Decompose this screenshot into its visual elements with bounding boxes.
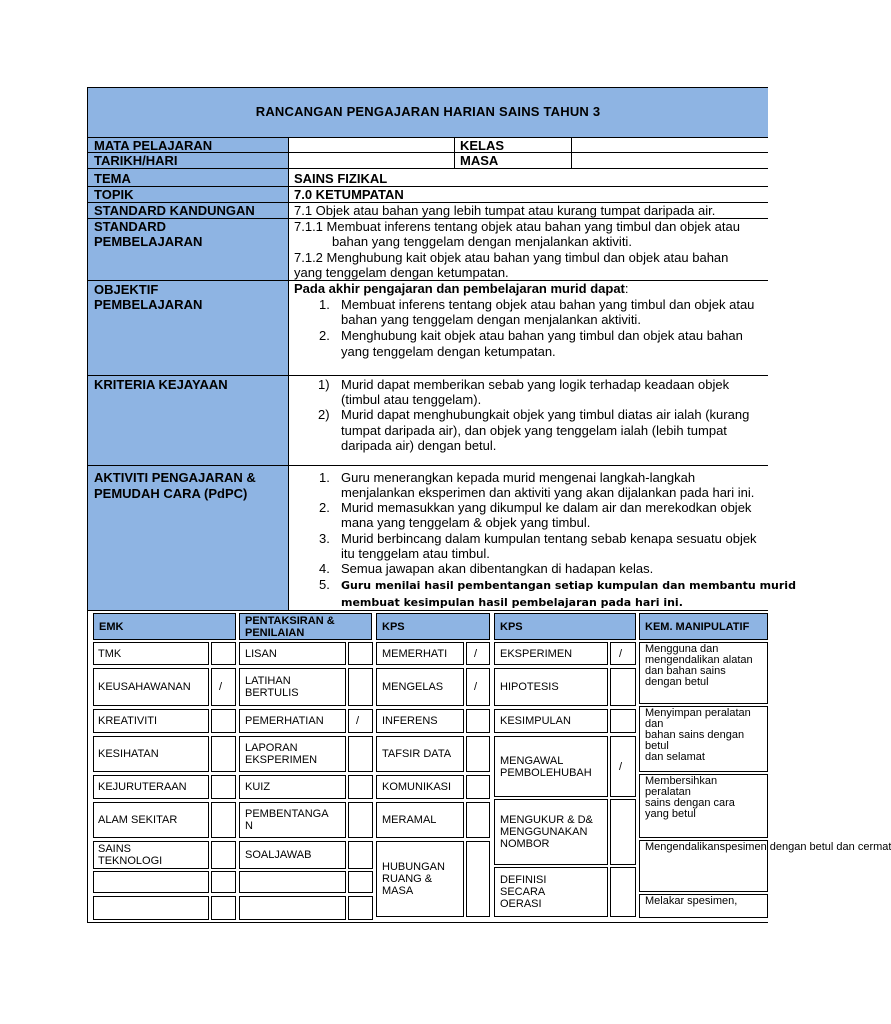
objektif-num: 2. [319,328,330,343]
pentaksiran-cell [239,896,346,920]
kriteria-line: (timbul atau tenggelam). [341,392,482,407]
aktiviti-line: Guru menilai hasil pembentangan setiap kumpulan dan membantu murid [341,579,796,592]
manipulatif-label: Melakar spesimen, [645,895,738,907]
label-standard-pembelajaran-1: STANDARD [94,219,166,234]
kps2-label: KESIMPULAN [500,715,571,727]
pentaksiran-label: PEMERHATIAN [245,715,324,727]
emk-label: KREATIVITI [98,715,158,727]
grid-header [239,613,372,640]
manipulatif-label: Membersihkan peralatan sains dengan cara yang betul [645,775,735,820]
manipulatif-label: Mengguna dan mengendalikan alatan dan bahan sains dengan betul [645,643,753,688]
sp-line: 7.1.1 Membuat inferens tentang objek atau bahan yang timbul dan objek atau [294,219,740,234]
label-tema: TEMA [94,171,131,186]
value-standard-kandungan: 7.1 Objek atau bahan yang lebih tumpat atau kurang tumpat daripada air. [294,203,716,218]
objektif-line: bahan yang tenggelam dengan menjalankan aktiviti. [341,312,641,327]
kps2-label: EKSPERIMEN [500,647,573,660]
kps-mark-cell [466,841,490,917]
grid-header [494,613,636,640]
objektif-line: Membuat inferens tentang objek atau bahan yang timbul dan objek atau [341,297,755,312]
value-topik: 7.0 KETUMPATAN [294,187,404,202]
kps-label: MEMERHATI [382,647,448,660]
kps-mark: / [474,647,478,660]
emk-mark-cell [211,709,236,733]
label-objektif-1: OBJEKTIF [94,282,159,297]
aktiviti-line: membuat kesimpulan hasil pembelajaran pada hari ini. [341,596,683,609]
emk-label: ALAM SEKITAR [98,814,178,826]
kriteria-num: 1) [318,377,330,392]
kps2-label: HIPOTESIS [500,681,559,693]
pentaksiran-label: KUIZ [245,781,271,793]
objektif-line: Menghubung kait objek atau bahan yang timbul dan objek atau bahan [341,328,743,343]
kriteria-line: daripada air) dengan betul. [341,438,497,453]
aktiviti-line: menjalankan eksperimen dan aktiviti yang akan dijalankan pada hari ini. [341,485,755,500]
objektif-intro: Pada akhir pengajaran dan pembelajaran murid dapat: [294,281,629,296]
pentaksiran-mark-cell [348,871,373,893]
pentaksiran-mark-cell [348,775,373,799]
pentaksiran-mark-cell [348,896,373,920]
label-kriteria: KRITERIA KEJAYAAN [94,377,228,392]
label-masa: MASA [460,153,499,168]
grid-header-label: KPS [382,620,405,633]
aktiviti-line: Murid berbincang dalam kumpulan tentang sebab kenapa sesuatu objek [341,531,757,546]
kriteria-line: tumpat daripada air), dan objek yang tenggelam ialah (lebih tumpat [341,423,727,438]
kps-mark-cell [466,775,490,799]
aktiviti-num: 3. [319,531,330,546]
kps2-mark: / [619,760,623,773]
aktiviti-line: itu tenggelam atau timbul. [341,546,490,561]
label-aktiviti-1: AKTIVITI PENGAJARAN & [94,470,256,485]
pentaksiran-mark-cell [348,736,373,772]
pentaksiran-label: LISAN [245,647,277,660]
emk-label: KESIHATAN [98,748,159,760]
emk-mark-cell [211,871,236,893]
emk-mark-cell [211,668,236,706]
emk-mark-cell [211,642,236,665]
emk-label: TMK [98,647,122,660]
value-tema: SAINS FIZIKAL [294,171,388,186]
kriteria-num: 2) [318,407,330,422]
emk-cell [93,871,209,893]
kps-label: HUBUNGAN RUANG & MASA [382,861,445,897]
kps2-mark-cell [610,642,636,665]
label-aktiviti-2: PEMUDAH CARA (PdPC) [94,486,248,501]
label-standard-pembelajaran-2: PEMBELAJARAN [94,234,203,249]
pentaksiran-label: SOALJAWAB [245,849,312,861]
label-objektif-2: PEMBELAJARAN [94,297,203,312]
manipulatif-label: Mengendalikanspesimen dengan betul dan cermat [645,841,891,853]
kps-mark: / [474,681,478,693]
sp-line: bahan yang tenggelam dengan menjalankan aktiviti. [332,234,632,249]
aktiviti-num: 4. [319,561,330,576]
kps2-label: DEFINISI SECARA OERASI [500,874,547,910]
pentaksiran-mark-cell [348,802,373,838]
label-mata-pelajaran: MATA PELAJARAN [94,138,213,153]
grid-header [93,613,236,640]
sp-line: yang tenggelam dengan ketumpatan. [294,265,509,280]
emk-mark-cell [211,775,236,799]
kps-label: TAFSIR DATA [382,748,452,760]
grid-header-label: EMK [99,620,124,633]
pentaksiran-mark-cell [348,668,373,706]
kps-mark-cell [466,736,490,772]
kps-label: MENGELAS [382,681,444,693]
aktiviti-num: 5. [319,577,330,592]
emk-mark: / [219,681,223,693]
pentaksiran-label: LATIHAN BERTULIS [245,675,299,699]
kps-label: MERAMAL [382,814,437,826]
label-kelas: KELAS [460,138,505,153]
label-standard-kandungan: STANDARD KANDUNGAN [94,203,255,218]
aktiviti-line: Murid memasukkan yang dikumpul ke dalam air dan merekodkan objek [341,500,752,515]
pentaksiran-cell [239,871,346,893]
kps-mark-cell [466,802,490,838]
emk-mark-cell [211,896,236,920]
kps2-label: MENGUKUR & D& MENGGUNAKAN NOMBOR [500,814,593,850]
objektif-num: 1. [319,297,330,312]
kps2-mark-cell [610,668,636,706]
manipulatif-label: Menyimpan peralatan dan bahan sains dengan betul dan selamat [645,707,751,763]
aktiviti-num: 1. [319,470,330,485]
emk-mark-cell [211,802,236,838]
kps-mark-cell [466,642,490,665]
pentaksiran-mark-cell [348,709,373,733]
kps2-mark-cell [610,736,636,797]
emk-label: SAINS TEKNOLOGI [98,843,163,867]
pentaksiran-mark-cell [348,841,373,869]
kps-label: KOMUNIKASI [382,781,452,793]
kps2-mark-cell [610,709,636,733]
grid-header-label: KEM. MANIPULATIF [645,620,750,633]
kps-mark-cell [466,709,490,733]
emk-mark-cell [211,841,236,869]
label-topik: TOPIK [94,187,134,202]
aktiviti-line: Guru menerangkan kepada murid mengenai langkah-langkah [341,470,696,485]
kps2-mark-cell [610,799,636,865]
pentaksiran-label: LAPORAN EKSPERIMEN [245,742,318,766]
aktiviti-line: mana yang tenggelam & objek yang timbul. [341,515,591,530]
page-title: RANCANGAN PENGAJARAN HARIAN SAINS TAHUN 3 [255,104,601,119]
pentaksiran-mark: / [356,715,360,727]
pentaksiran-mark-cell [348,642,373,665]
grid-header [639,613,768,640]
emk-label: KEJURUTERAAN [98,781,187,793]
kps2-mark: / [619,647,623,660]
emk-label: KEUSAHAWANAN [98,681,191,693]
kps2-mark-cell [610,867,636,917]
pentaksiran-label: PEMBENTANGA N [245,808,329,832]
kriteria-line: Murid dapat menghubungkait objek yang timbul diatas air ialah (kurang [341,407,750,422]
kps-mark-cell [466,668,490,706]
kps-label: INFERENS [382,715,438,727]
grid-header-label: KPS [500,620,523,633]
aktiviti-line: Semua jawapan akan dibentangkan di hadapan kelas. [341,561,654,576]
emk-mark-cell [211,736,236,772]
kps2-label: MENGAWAL PEMBOLEHUBAH [500,754,592,779]
grid-header [376,613,490,640]
aktiviti-num: 2. [319,500,330,515]
emk-cell [93,896,209,920]
kriteria-line: Murid dapat memberikan sebab yang logik terhadap keadaan objek [341,377,730,392]
sp-line: 7.1.2 Menghubung kait objek atau bahan yang timbul dan objek atau bahan [294,250,729,265]
objektif-line: yang tenggelam dengan ketumpatan. [341,344,556,359]
grid-header-label: PENTAKSIRAN & PENILAIAN [245,614,335,639]
label-tarikh-hari: TARIKH/HARI [94,153,178,168]
